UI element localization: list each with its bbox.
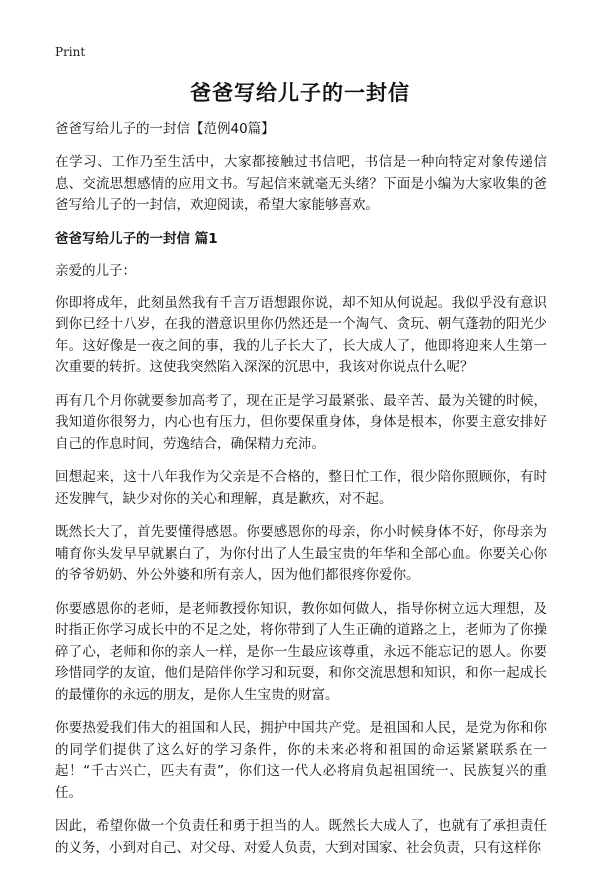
- document-body: [55, 119, 547, 871]
- letter-paragraph: 回想起来，这十八年我作为父亲是不合格的，整日忙工作，很少陪你照顾你，有时还发脾气，缺少对你的关心和理解，真是歉疚，对不起。: [55, 469, 547, 507]
- letter-paragraph: 再有几个月你就要参加高考了，现在正是学习最紧张、最辛苦、最为关键的时候，我知道你很努力，内心也有压力，但你要保重身体，身体是根本，你要主意安排好自己的作息时间，劳逸结合，确保精力充沛。: [55, 392, 547, 452]
- letter-paragraph: 因此，希望你做一个负责任和勇于担当的人。既然长大成人了，也就有了承担责任的义务，小到对自己、对父母、对爱人负责，大到对国家、社会负责，只有这样你: [55, 818, 547, 856]
- intro-paragraph: 在学习、工作乃至生活中，大家都接触过书信吧，书信是一种向特定对象传递信息、交流思想感情的应用文书。写起信来就毫无头绪？下面是小编为大家收集的爸爸写给儿子的一封信，欢迎阅读，希望大家能够喜欢。: [55, 154, 547, 213]
- document-title: 爸爸写给儿子的一封信: [190, 81, 410, 105]
- letter-paragraph: 你即将成年，此刻虽然我有千言万语想跟你说，却不知从何说起。我似乎没有意识到你已经十八岁，在我的潜意识里你仍然还是一个淘气、贪玩、朝气蓬勃的阳光少年。这好像是一夜之间的事，我的儿子长大了，长大成人了，他即将迎来人生第一次重要的转折。这使我突然陷入深深的沉思中，我该对你说点什么呢？: [55, 294, 547, 375]
- print-link[interactable]: Print: [55, 45, 86, 59]
- letter-paragraph: 你要热爱我们伟大的祖国和人民，拥护中国共产党。是祖国和人民，是党为你和你的同学们提供了这么好的学习条件，你的未来必将和祖国的命运紧紧联系在一起！“千古兴亡，匹夫有责”，你们这一代人必将肩负起祖国统一、民族复兴的重任。: [55, 720, 547, 801]
- letter-greeting: 亲爱的儿子：: [55, 262, 136, 279]
- section-heading: 爸爸写给儿子的一封信 篇1: [55, 230, 218, 247]
- letter-paragraph: 你要感恩你的老师，是老师教授你知识，教你如何做人，指导你树立远大理想，及时指正你学习成长中的不足之处，将你带到了人生正确的道路之上，老师为了你操碎了心，老师和你的亲人一样，是你一生最应该尊重，永远不能忘记的恩人。你要珍惜同学的友谊，他们是陪伴你学习和玩耍，和你交流思想和知识，和你一起成长的最懂你的永远的朋友，是你人生宝贵的财富。: [55, 600, 547, 703]
- letter-paragraph: 既然长大了，首先要懂得感恩。你要感恩你的母亲，你小时候身体不好，你母亲为哺育你头发早早就累白了，为你付出了人生最宝贵的年华和全部心血。你要关心你的爷爷奶奶、外公外婆和所有亲人，因为他们都很疼你爱你。: [55, 524, 547, 583]
- document-subtitle: 爸爸写给儿子的一封信【范例40篇】: [55, 121, 275, 137]
